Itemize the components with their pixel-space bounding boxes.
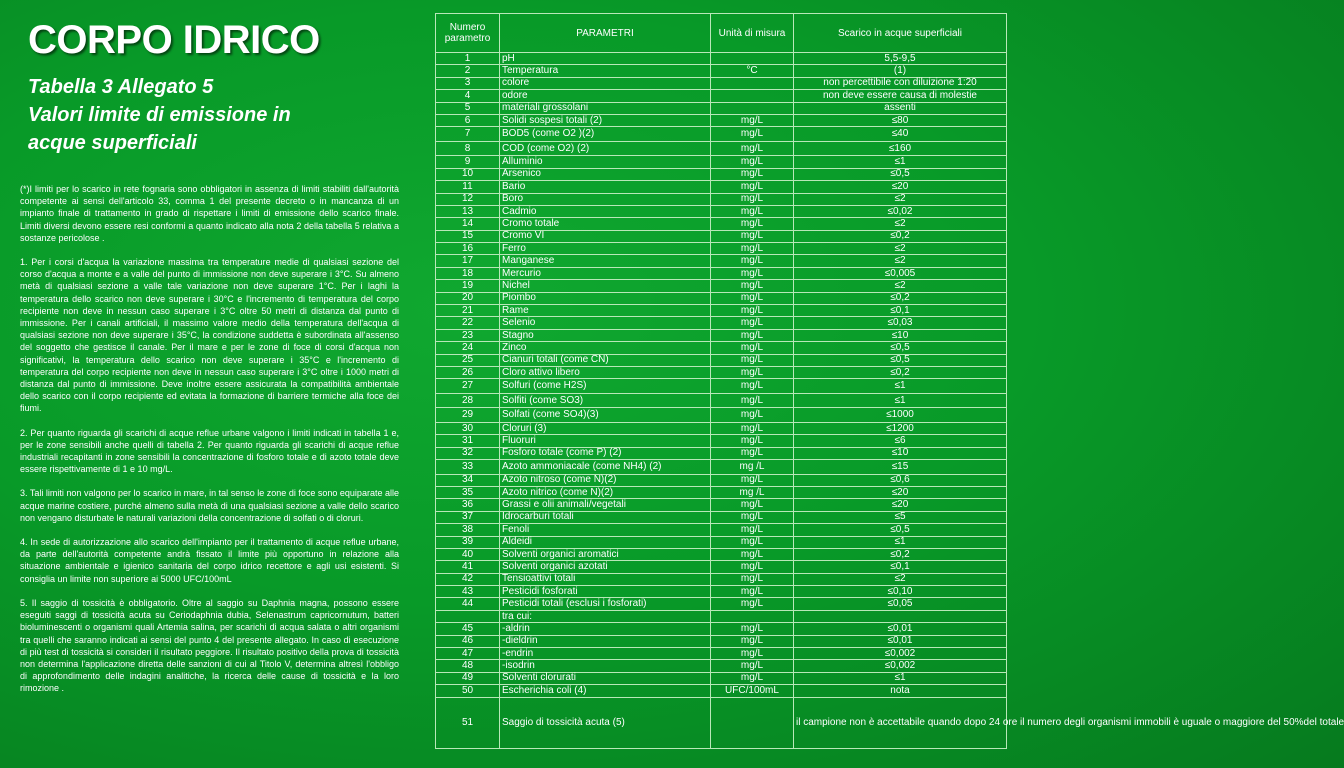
cell-limit: ≤0,6 bbox=[794, 474, 1007, 486]
cell-unit: mg/L bbox=[711, 536, 794, 548]
cell-parameter: Solfuri (come H2S) bbox=[500, 379, 711, 394]
table-row bbox=[436, 548, 1007, 560]
cell-limit: ≤0,002 bbox=[794, 648, 1007, 660]
cell-unit: mg/L bbox=[711, 329, 794, 341]
cell-parameter: Zinco bbox=[500, 342, 711, 354]
slide-subtitle bbox=[28, 73, 291, 157]
cell-number: 11 bbox=[436, 181, 500, 193]
cell-unit: mg/L bbox=[711, 205, 794, 217]
cell-number: 12 bbox=[436, 193, 500, 205]
cell-limit: ≤0,01 bbox=[794, 635, 1007, 647]
cell-unit: mg/L bbox=[711, 243, 794, 255]
table-row bbox=[436, 573, 1007, 585]
cell-number: 40 bbox=[436, 548, 500, 560]
cell-limit: ≤0,005 bbox=[794, 267, 1007, 279]
table-row bbox=[436, 536, 1007, 548]
cell-limit: ≤1 bbox=[794, 379, 1007, 394]
table-row bbox=[436, 486, 1007, 498]
cell-unit: mg/L bbox=[711, 511, 794, 523]
table-row bbox=[436, 77, 1007, 89]
cell-limit: ≤0,5 bbox=[794, 168, 1007, 180]
cell-unit: mg/L bbox=[711, 366, 794, 378]
cell-number: 6 bbox=[436, 114, 500, 126]
table-row bbox=[436, 697, 1007, 748]
table-row bbox=[436, 53, 1007, 65]
cell-unit: mg/L bbox=[711, 561, 794, 573]
cell-limit: ≤0,10 bbox=[794, 586, 1007, 598]
cell-number: 2 bbox=[436, 65, 500, 77]
cell-number: 35 bbox=[436, 486, 500, 498]
cell-number: 7 bbox=[436, 127, 500, 142]
cell-limit: ≤40 bbox=[794, 127, 1007, 142]
cell-parameter: colore bbox=[500, 77, 711, 89]
cell-parameter: Boro bbox=[500, 193, 711, 205]
cell-number: 21 bbox=[436, 305, 500, 317]
cell-unit: mg/L bbox=[711, 168, 794, 180]
cell-limit: ≤0,03 bbox=[794, 317, 1007, 329]
cell-number: 20 bbox=[436, 292, 500, 304]
cell-unit bbox=[711, 697, 794, 748]
table-row bbox=[436, 156, 1007, 168]
cell-number: 15 bbox=[436, 230, 500, 242]
cell-limit: ≤5 bbox=[794, 511, 1007, 523]
subtitle-line: Valori limite di emissione in bbox=[28, 104, 291, 126]
cell-unit: mg/L bbox=[711, 447, 794, 459]
cell-unit: mg/L bbox=[711, 379, 794, 394]
cell-unit: mg/L bbox=[711, 635, 794, 647]
cell-number: 33 bbox=[436, 460, 500, 475]
cell-number: 24 bbox=[436, 342, 500, 354]
cell-limit: ≤10 bbox=[794, 447, 1007, 459]
cell-parameter: Idrocarburi totali bbox=[500, 511, 711, 523]
cell-number: 34 bbox=[436, 474, 500, 486]
cell-number: 26 bbox=[436, 366, 500, 378]
note-paragraph: (*)I limiti per lo scarico in rete fognaria sono obbligatori in assenza di limiti stabiliti dall'autorità competente ai sensi dell'articolo 33, comma 1 del presente decreto o in mancanza di un impianto finale di trattamento in grado di rispettare i limiti di emissione dello scarico finale. Limiti diversi devono essere resi conformi a quanto indicato alla nota 2 della tabella 5 relativa a sostanze pericolose . bbox=[20, 184, 399, 243]
cell-number: 4 bbox=[436, 90, 500, 102]
subtitle-line: acque superficiali bbox=[28, 132, 197, 154]
table-row bbox=[436, 218, 1007, 230]
cell-unit: mg/L bbox=[711, 218, 794, 230]
cell-number: 43 bbox=[436, 586, 500, 598]
subtitle-line: Tabella 3 Allegato 5 bbox=[28, 76, 214, 98]
table-row bbox=[436, 168, 1007, 180]
cell-unit: mg/L bbox=[711, 342, 794, 354]
cell-number: 37 bbox=[436, 511, 500, 523]
cell-unit: mg/L bbox=[711, 354, 794, 366]
cell-number: 51 bbox=[436, 697, 500, 748]
table-row bbox=[436, 102, 1007, 114]
cell-parameter: Aldeidi bbox=[500, 536, 711, 548]
cell-parameter: Fluoruri bbox=[500, 435, 711, 447]
table-row bbox=[436, 379, 1007, 394]
cell-limit: ≤0,02 bbox=[794, 205, 1007, 217]
cell-number: 38 bbox=[436, 524, 500, 536]
cell-unit bbox=[711, 53, 794, 65]
cell-number: 27 bbox=[436, 379, 500, 394]
cell-limit: ≤0,5 bbox=[794, 354, 1007, 366]
cell-limit: il campione non è accettabile quando dopo 24 ore il numero degli organismi immobili è uguale o maggiore del 50%del totale bbox=[794, 697, 1007, 748]
cell-parameter: Cromo totale bbox=[500, 218, 711, 230]
cell-limit: non deve essere causa di molestie bbox=[794, 90, 1007, 102]
notes-block bbox=[20, 183, 399, 707]
cell-unit: mg/L bbox=[711, 660, 794, 672]
table-row bbox=[436, 243, 1007, 255]
cell-unit: mg/L bbox=[711, 305, 794, 317]
cell-parameter: Pesticidi fosforati bbox=[500, 586, 711, 598]
cell-number: 29 bbox=[436, 408, 500, 423]
cell-limit bbox=[794, 610, 1007, 622]
cell-number: 25 bbox=[436, 354, 500, 366]
cell-number: 5 bbox=[436, 102, 500, 114]
cell-parameter: Pesticidi totali (esclusi i fosforati) bbox=[500, 598, 711, 610]
cell-parameter: Azoto nitroso (come N)(2) bbox=[500, 474, 711, 486]
table-row bbox=[436, 685, 1007, 697]
cell-parameter: Fenoli bbox=[500, 524, 711, 536]
cell-unit: mg/L bbox=[711, 255, 794, 267]
table-row bbox=[436, 114, 1007, 126]
cell-unit: mg/L bbox=[711, 435, 794, 447]
table-row bbox=[436, 499, 1007, 511]
table-row bbox=[436, 317, 1007, 329]
cell-parameter: pH bbox=[500, 53, 711, 65]
cell-limit: ≤0,2 bbox=[794, 230, 1007, 242]
cell-unit: mg/L bbox=[711, 623, 794, 635]
cell-parameter: odore bbox=[500, 90, 711, 102]
cell-parameter: -aldrin bbox=[500, 623, 711, 635]
table-row bbox=[436, 354, 1007, 366]
table-row bbox=[436, 141, 1007, 156]
table-row bbox=[436, 447, 1007, 459]
cell-limit: ≤0,1 bbox=[794, 561, 1007, 573]
cell-number: 13 bbox=[436, 205, 500, 217]
cell-limit: ≤0,5 bbox=[794, 342, 1007, 354]
cell-limit: ≤2 bbox=[794, 280, 1007, 292]
cell-unit: mg/L bbox=[711, 230, 794, 242]
table-row bbox=[436, 90, 1007, 102]
cell-limit: ≤1 bbox=[794, 156, 1007, 168]
cell-unit: mg/L bbox=[711, 474, 794, 486]
cell-number: 16 bbox=[436, 243, 500, 255]
cell-limit: assenti bbox=[794, 102, 1007, 114]
table-row bbox=[436, 586, 1007, 598]
cell-limit: ≤0,1 bbox=[794, 305, 1007, 317]
cell-number: 36 bbox=[436, 499, 500, 511]
cell-limit: ≤20 bbox=[794, 486, 1007, 498]
cell-limit: ≤20 bbox=[794, 499, 1007, 511]
cell-number: 44 bbox=[436, 598, 500, 610]
table-row bbox=[436, 598, 1007, 610]
table-header-row bbox=[436, 14, 1007, 53]
cell-parameter: Bario bbox=[500, 181, 711, 193]
cell-parameter: Cloro attivo libero bbox=[500, 366, 711, 378]
cell-parameter: Solventi clorurati bbox=[500, 672, 711, 684]
table-row bbox=[436, 230, 1007, 242]
cell-unit: °C bbox=[711, 65, 794, 77]
cell-unit: mg/L bbox=[711, 141, 794, 156]
cell-limit: ≤1 bbox=[794, 672, 1007, 684]
cell-parameter: Mercurio bbox=[500, 267, 711, 279]
cell-parameter: Solventi organici azotati bbox=[500, 561, 711, 573]
cell-limit: ≤0,2 bbox=[794, 366, 1007, 378]
table-row bbox=[436, 511, 1007, 523]
cell-number: 28 bbox=[436, 393, 500, 408]
cell-parameter: Cromo VI bbox=[500, 230, 711, 242]
cell-limit: 5,5-9,5 bbox=[794, 53, 1007, 65]
cell-number: 22 bbox=[436, 317, 500, 329]
cell-parameter: materiali grossolani bbox=[500, 102, 711, 114]
table-row bbox=[436, 408, 1007, 423]
cell-unit: mg/L bbox=[711, 648, 794, 660]
table-row bbox=[436, 342, 1007, 354]
table-row bbox=[436, 660, 1007, 672]
table-row bbox=[436, 460, 1007, 475]
cell-number: 32 bbox=[436, 447, 500, 459]
header-limit: Scarico in acque superficiali bbox=[794, 14, 1007, 53]
cell-parameter: Selenio bbox=[500, 317, 711, 329]
cell-parameter: Escherichia coli (4) bbox=[500, 685, 711, 697]
cell-limit: ≤80 bbox=[794, 114, 1007, 126]
cell-limit: ≤0,5 bbox=[794, 524, 1007, 536]
cell-limit: ≤2 bbox=[794, 573, 1007, 585]
cell-unit: mg/L bbox=[711, 672, 794, 684]
cell-number: 17 bbox=[436, 255, 500, 267]
cell-unit: mg/L bbox=[711, 573, 794, 585]
cell-number: 9 bbox=[436, 156, 500, 168]
table-row bbox=[436, 474, 1007, 486]
cell-parameter: Temperatura bbox=[500, 65, 711, 77]
cell-limit: ≤160 bbox=[794, 141, 1007, 156]
cell-number: 10 bbox=[436, 168, 500, 180]
cell-unit: mg/L bbox=[711, 127, 794, 142]
cell-parameter: tra cui: bbox=[500, 610, 711, 622]
note-paragraph: 3. Tali limiti non valgono per lo scarico in mare, in tal senso le zone di foce sono equiparate alle acque marine costiere, purché almeno sulla metà di una qualsiasi sezione a valle dello scarico non vengano disturbate le naturali variazioni della concentrazione di solfati o di cloruri. bbox=[20, 488, 399, 523]
table-row bbox=[436, 255, 1007, 267]
cell-number: 47 bbox=[436, 648, 500, 660]
table-row bbox=[436, 267, 1007, 279]
cell-parameter: Saggio di tossicità acuta (5) bbox=[500, 697, 711, 748]
cell-limit: ≤20 bbox=[794, 181, 1007, 193]
cell-parameter: Cianuri totali (come CN) bbox=[500, 354, 711, 366]
table-row bbox=[436, 435, 1007, 447]
cell-limit: ≤10 bbox=[794, 329, 1007, 341]
table-row bbox=[436, 672, 1007, 684]
table-row bbox=[436, 422, 1007, 434]
cell-limit: ≤0,01 bbox=[794, 623, 1007, 635]
table-row bbox=[436, 305, 1007, 317]
cell-parameter: Fosforo totale (come P) (2) bbox=[500, 447, 711, 459]
cell-parameter: -isodrin bbox=[500, 660, 711, 672]
cell-limit: (1) bbox=[794, 65, 1007, 77]
table-row bbox=[436, 292, 1007, 304]
cell-number: 45 bbox=[436, 623, 500, 635]
cell-number: 3 bbox=[436, 77, 500, 89]
cell-unit bbox=[711, 102, 794, 114]
cell-unit: mg/L bbox=[711, 156, 794, 168]
cell-parameter: Grassi e olii animali/vegetali bbox=[500, 499, 711, 511]
cell-parameter: -endrin bbox=[500, 648, 711, 660]
cell-unit: mg /L bbox=[711, 460, 794, 475]
cell-number: 31 bbox=[436, 435, 500, 447]
cell-limit: non percettibile con diluizione 1:20 bbox=[794, 77, 1007, 89]
table-row bbox=[436, 280, 1007, 292]
cell-unit bbox=[711, 90, 794, 102]
cell-limit: ≤0,2 bbox=[794, 292, 1007, 304]
cell-parameter: Arsenico bbox=[500, 168, 711, 180]
cell-parameter: Cloruri (3) bbox=[500, 422, 711, 434]
cell-limit: ≤2 bbox=[794, 193, 1007, 205]
cell-parameter: Solventi organici aromatici bbox=[500, 548, 711, 560]
table-row bbox=[436, 610, 1007, 622]
cell-number: 30 bbox=[436, 422, 500, 434]
header-unit: Unità di misura bbox=[711, 14, 794, 53]
cell-unit: UFC/100mL bbox=[711, 685, 794, 697]
table-row bbox=[436, 366, 1007, 378]
cell-parameter: Alluminio bbox=[500, 156, 711, 168]
cell-unit: mg/L bbox=[711, 193, 794, 205]
cell-parameter: Nichel bbox=[500, 280, 711, 292]
cell-unit: mg/L bbox=[711, 181, 794, 193]
cell-parameter: Ferro bbox=[500, 243, 711, 255]
cell-number: 50 bbox=[436, 685, 500, 697]
table-row bbox=[436, 648, 1007, 660]
slide-title: CORPO IDRICO bbox=[28, 18, 320, 62]
cell-limit: ≤2 bbox=[794, 243, 1007, 255]
cell-unit: mg/L bbox=[711, 586, 794, 598]
table-row bbox=[436, 635, 1007, 647]
cell-parameter: Cadmio bbox=[500, 205, 711, 217]
header-number: Numero parametro bbox=[436, 14, 500, 53]
cell-limit: ≤6 bbox=[794, 435, 1007, 447]
note-paragraph: 5. Il saggio di tossicità è obbligatorio. Oltre al saggio su Daphnia magna, possono essere eseguiti saggi di tossicità acuta su Ceriodaphnia dubia, Selenastrum capricornutum, batteri bioluminescenti o organismi quali Artemia salina, per scarichi di acqua salata o altri organismi tra quelli che saranno indicati ai sensi del punto 4 del presente allegato. In caso di esecuzione di più test di tossicità si consideri il risultato peggiore. Il risultato positivo della prova di tossicità non determina l'applicazione diretta delle sanzioni di cui al Titolo V, determina altresì l'obbligo di approfondimento delle indagini analitiche, la ricerca delle cause di tossicità e la loro rimozione . bbox=[20, 597, 399, 694]
cell-parameter: Solidi sospesi totali (2) bbox=[500, 114, 711, 126]
cell-parameter: BOD5 (come O2 )(2) bbox=[500, 127, 711, 142]
cell-parameter: Azoto nitrico (come N)(2) bbox=[500, 486, 711, 498]
cell-parameter: -dieldrin bbox=[500, 635, 711, 647]
cell-parameter: Solfiti (come SO3) bbox=[500, 393, 711, 408]
note-paragraph: 1. Per i corsi d'acqua la variazione massima tra temperature medie di qualsiasi sezione del corso d'acqua a monte e a valle del punto di immissione non deve superare i 3°C. Su almeno metà di qualsiasi sezione a valle tale variazione non deve superare 1°C. Per i laghi la temperatura dello scarico non deve superare i 30°C e l'incremento di temperatura del corpo recipiente non deve in nessun caso superare i 3°C oltre 50 metri di distanza dal punto di immissione. Per i canali artificiali, il massimo valore medio della temperatura dell'acqua di qualsiasi sezione non deve superare i 35°C, la condizione suddetta è subordinata all'assenso del soggetto che gestisce il canale. Per il mare e per le zone di foce di corsi d'acqua non significativi, la temperatura dello scarico non deve superare i 35°C e l'incremento di temperatura del corpo recipiente non deve in nessun caso superare i 3°C oltre i 1000 metri di distanza dal punto di immissione. Deve inoltre essere assicurata la compatibilità ambientale dello scarico con il corpo recipiente ed evitata la formazione di barriere termiche alla foce dei fiumi. bbox=[20, 257, 399, 414]
cell-limit: ≤2 bbox=[794, 218, 1007, 230]
cell-number: 48 bbox=[436, 660, 500, 672]
cell-number: 49 bbox=[436, 672, 500, 684]
cell-number: 42 bbox=[436, 573, 500, 585]
cell-limit: nota bbox=[794, 685, 1007, 697]
cell-number: 19 bbox=[436, 280, 500, 292]
cell-limit: ≤0,002 bbox=[794, 660, 1007, 672]
cell-unit: mg/L bbox=[711, 422, 794, 434]
cell-unit: mg/L bbox=[711, 499, 794, 511]
cell-parameter: Manganese bbox=[500, 255, 711, 267]
table-body bbox=[436, 52, 1344, 749]
cell-number bbox=[436, 610, 500, 622]
cell-unit: mg/L bbox=[711, 408, 794, 423]
cell-limit: ≤1200 bbox=[794, 422, 1007, 434]
cell-limit: ≤1 bbox=[794, 536, 1007, 548]
cell-parameter: Solfati (come SO4)(3) bbox=[500, 408, 711, 423]
cell-unit: mg /L bbox=[711, 486, 794, 498]
cell-unit: mg/L bbox=[711, 598, 794, 610]
cell-unit: mg/L bbox=[711, 292, 794, 304]
cell-parameter: Azoto ammoniacale (come NH4) (2) bbox=[500, 460, 711, 475]
cell-unit: mg/L bbox=[711, 393, 794, 408]
table-row bbox=[436, 393, 1007, 408]
table-row bbox=[436, 205, 1007, 217]
cell-unit bbox=[711, 610, 794, 622]
cell-limit: ≤15 bbox=[794, 460, 1007, 475]
cell-limit: ≤2 bbox=[794, 255, 1007, 267]
table-row bbox=[436, 561, 1007, 573]
table-row bbox=[436, 65, 1007, 77]
cell-unit: mg/L bbox=[711, 548, 794, 560]
table-row bbox=[436, 127, 1007, 142]
cell-limit: ≤1 bbox=[794, 393, 1007, 408]
cell-limit: ≤1000 bbox=[794, 408, 1007, 423]
cell-unit: mg/L bbox=[711, 114, 794, 126]
table-row bbox=[436, 193, 1007, 205]
table-row bbox=[436, 524, 1007, 536]
note-paragraph: 4. In sede di autorizzazione allo scarico dell'impianto per il trattamento di acque reflue urbane, da parte dell'autorità competente andrà fissato il limite più opportuno in relazione alla situazione ambientale e igienico sanitaria del corpo idrico recettore e agli usi esistenti. Si consiglia un limite non superiore ai 5000 UFC/100mL bbox=[20, 537, 399, 584]
table-row bbox=[436, 181, 1007, 193]
cell-parameter: Tensioattivi totali bbox=[500, 573, 711, 585]
cell-number: 1 bbox=[436, 53, 500, 65]
cell-parameter: Piombo bbox=[500, 292, 711, 304]
table-row bbox=[436, 329, 1007, 341]
cell-limit: ≤0,05 bbox=[794, 598, 1007, 610]
cell-parameter: Rame bbox=[500, 305, 711, 317]
cell-parameter: COD (come O2) (2) bbox=[500, 141, 711, 156]
cell-number: 8 bbox=[436, 141, 500, 156]
table-row bbox=[436, 623, 1007, 635]
cell-number: 14 bbox=[436, 218, 500, 230]
cell-unit: mg/L bbox=[711, 524, 794, 536]
cell-unit bbox=[711, 77, 794, 89]
cell-unit: mg/L bbox=[711, 317, 794, 329]
cell-unit: mg/L bbox=[711, 267, 794, 279]
cell-parameter: Stagno bbox=[500, 329, 711, 341]
header-parameters: PARAMETRI bbox=[500, 14, 711, 53]
cell-number: 39 bbox=[436, 536, 500, 548]
parameters-table bbox=[435, 13, 1344, 749]
cell-number: 23 bbox=[436, 329, 500, 341]
cell-number: 46 bbox=[436, 635, 500, 647]
cell-limit: ≤0,2 bbox=[794, 548, 1007, 560]
cell-number: 18 bbox=[436, 267, 500, 279]
cell-unit: mg/L bbox=[711, 280, 794, 292]
cell-number: 41 bbox=[436, 561, 500, 573]
note-paragraph: 2. Per quanto riguarda gli scarichi di acque reflue urbane valgono i limiti indicati in tabella 1 e, per le zone sensibili anche quelli di tabella 2. Per quanto riguarda gli scarichi di acque reflue industriali recapitanti in zone sensibili la concentrazione di fosforo totale e di azoto totale deve essere rispettivamente di 1 e 10 mg/L. bbox=[20, 427, 399, 475]
